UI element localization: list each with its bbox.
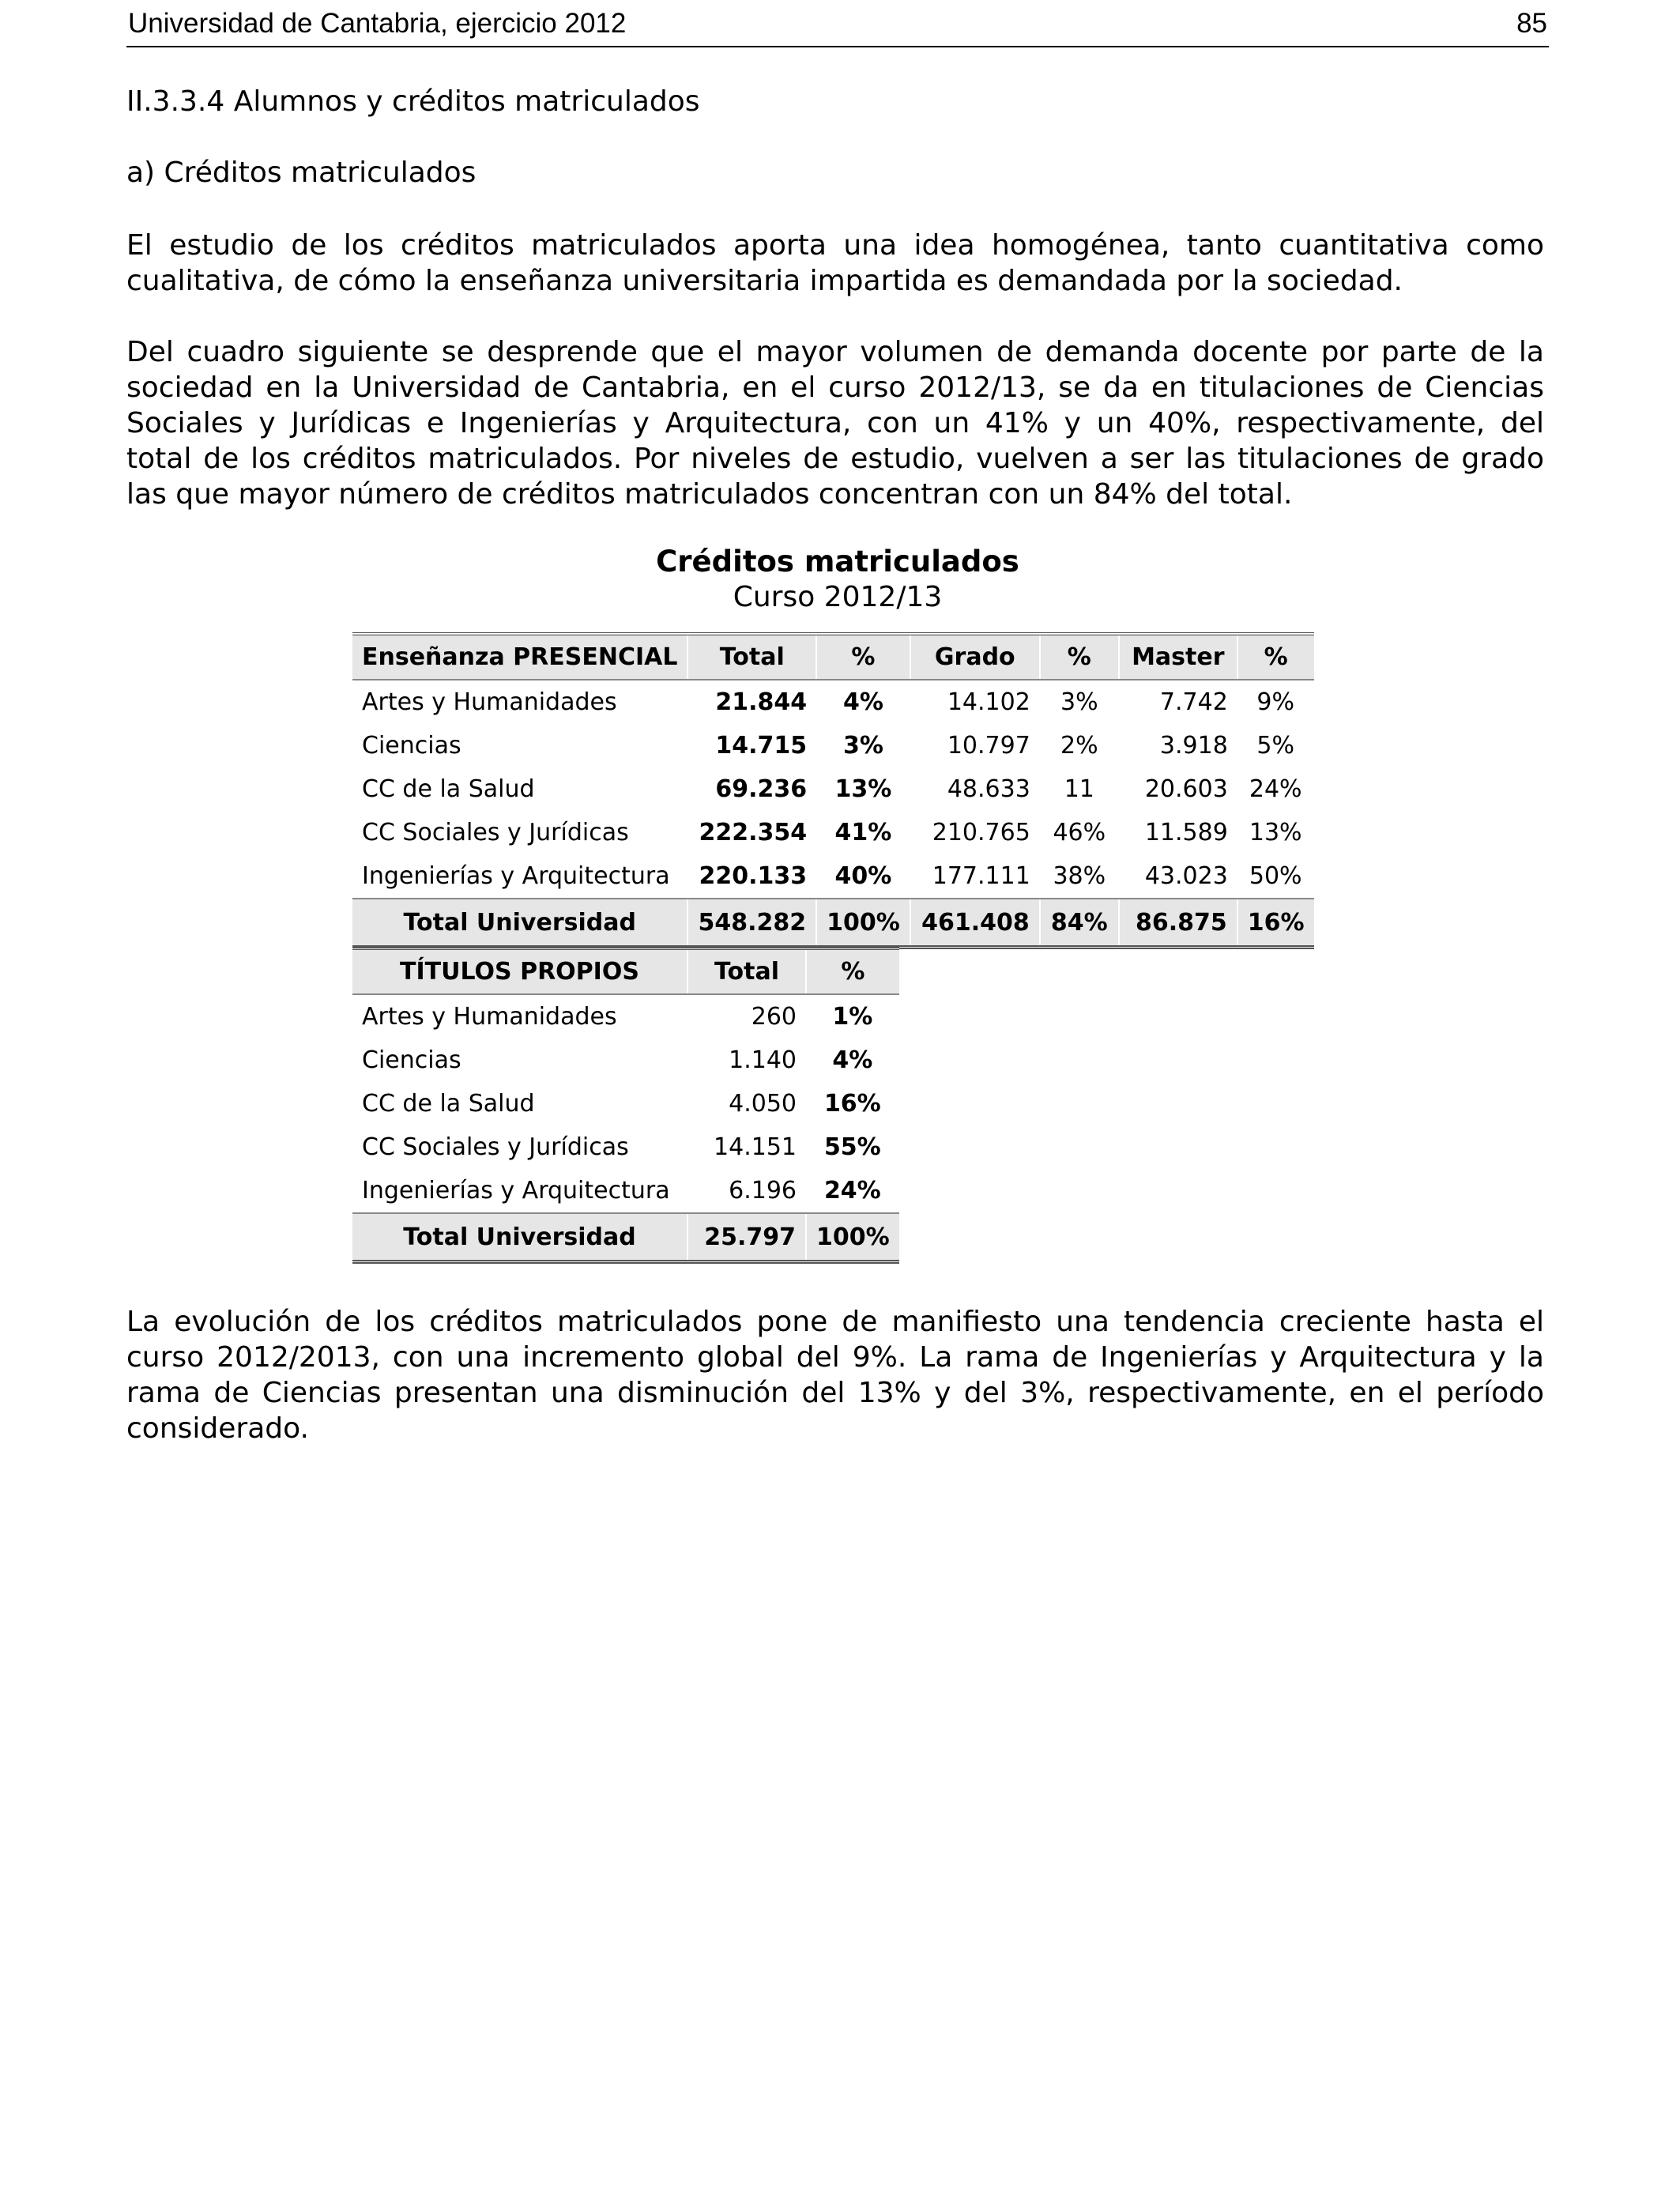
cell-name: Artes y Humanidades — [362, 688, 617, 716]
cell-pct: 13% — [834, 775, 892, 803]
cell-pct: 100% — [816, 899, 910, 948]
table-header-row — [352, 634, 1314, 680]
cell-total: 14.715 — [715, 732, 808, 760]
cell-total: 14.151 — [714, 1133, 797, 1161]
subsection-title: a) Créditos matriculados — [126, 156, 477, 189]
cell-name: Total Universidad — [352, 1213, 687, 1262]
cell-total: 21.844 — [715, 688, 808, 716]
cell-pct: 100% — [806, 1213, 899, 1262]
table-row — [352, 724, 1314, 767]
cell-master-pct: 50% — [1249, 862, 1302, 890]
cell-grado: 10.797 — [947, 732, 1030, 760]
page-number: 85 — [1516, 8, 1547, 39]
cell-grado: 177.111 — [932, 862, 1030, 890]
cell-total: 69.236 — [715, 775, 808, 803]
paragraph-line: sociedad en la Universidad de Cantabria, en el curso 2012/13, se da en titulaciones de Ciencias — [126, 371, 1544, 404]
column-header: % — [1237, 634, 1314, 680]
table-row — [352, 854, 1314, 899]
table-row — [352, 994, 899, 1039]
table-row — [352, 1039, 899, 1082]
column-header: Total — [687, 948, 806, 994]
cell-name: CC Sociales y Jurídicas — [362, 1133, 629, 1161]
cell-grado-pct: 46% — [1053, 819, 1106, 846]
cell-total: 6.196 — [729, 1177, 797, 1204]
cell-master: 7.742 — [1159, 688, 1228, 716]
paragraph-line: curso 2012/2013, con una incremento global del 9%. La rama de Ingenierías y Arquitectura y la — [126, 1341, 1544, 1374]
paragraph-line: las que mayor número de créditos matriculados concentran con un 84% del total. — [126, 478, 1293, 511]
cell-name: CC de la Salud — [362, 1090, 535, 1118]
total-row — [352, 1213, 899, 1262]
column-header: Master — [1119, 634, 1237, 680]
table-row — [352, 1082, 899, 1125]
cell-master: 3.918 — [1159, 732, 1228, 760]
paragraph-2 — [126, 334, 1544, 512]
propios-table — [352, 947, 899, 1264]
paragraph-line: Del cuadro siguiente se desprende que el mayor volumen de demanda docente por parte de la — [126, 336, 1544, 368]
cell-pct: 1% — [832, 1003, 873, 1031]
cell-grado: 14.102 — [947, 688, 1030, 716]
presencial-table — [352, 632, 1314, 949]
cell-total: 220.133 — [699, 862, 808, 890]
paragraph-line: El estudio de los créditos matriculados aporta una idea homogénea, tanto cuantitativa como — [126, 229, 1544, 262]
cell-name: Ingenierías y Arquitectura — [362, 1177, 670, 1204]
table-title-block — [126, 544, 1549, 615]
cell-master: 43.023 — [1144, 862, 1228, 890]
cell-grado-pct: 2% — [1060, 732, 1098, 760]
cell-total: 4.050 — [729, 1090, 797, 1118]
cell-pct: 24% — [823, 1177, 881, 1204]
cell-master-pct: 13% — [1249, 819, 1302, 846]
cell-master-pct: 16% — [1237, 899, 1314, 948]
cell-grado: 461.408 — [910, 899, 1040, 948]
cell-master-pct: 5% — [1256, 732, 1294, 760]
paragraph-1 — [126, 228, 1544, 299]
cell-pct: 40% — [834, 862, 892, 890]
paragraph-line: considerado. — [126, 1412, 309, 1445]
cell-total: 260 — [751, 1003, 797, 1031]
cell-grado: 48.633 — [947, 775, 1030, 803]
column-header: TÍTULOS PROPIOS — [352, 948, 687, 994]
paragraph-line: Sociales y Jurídicas e Ingenierías y Arquitectura, con un 41% y un 40%, respectivamente, del — [126, 407, 1544, 439]
cell-grado: 210.765 — [932, 819, 1030, 846]
cell-grado-pct: 84% — [1040, 899, 1119, 948]
column-header: Total — [687, 634, 816, 680]
cell-name: Ciencias — [362, 1046, 461, 1074]
cell-name: CC Sociales y Jurídicas — [362, 819, 629, 846]
column-header: Enseñanza PRESENCIAL — [352, 634, 687, 680]
table-row — [352, 1169, 899, 1213]
cell-pct: 16% — [823, 1090, 881, 1118]
column-header: % — [1040, 634, 1119, 680]
section-title: II.3.3.4 Alumnos y créditos matriculados — [126, 85, 700, 118]
cell-pct: 41% — [834, 819, 892, 846]
column-header: % — [806, 948, 899, 994]
cell-master-pct: 24% — [1249, 775, 1302, 803]
cell-master-pct: 9% — [1256, 688, 1294, 716]
cell-total: 548.282 — [687, 899, 816, 948]
table-row — [352, 811, 1314, 854]
cell-pct: 4% — [842, 688, 883, 716]
cell-pct: 4% — [832, 1046, 873, 1074]
table-row — [352, 1125, 899, 1169]
cell-name: Artes y Humanidades — [362, 1003, 617, 1031]
cell-master: 11.589 — [1144, 819, 1228, 846]
column-header: Grado — [910, 634, 1040, 680]
column-header: % — [816, 634, 910, 680]
total-row — [352, 899, 1314, 948]
table-subtitle: Curso 2012/13 — [733, 581, 943, 613]
paragraph-line: cualitativa, de cómo la enseñanza universitaria impartida es demandada por la sociedad. — [126, 265, 1403, 297]
table-header-row — [352, 948, 899, 994]
paragraph-line: rama de Ciencias presentan una disminución del 13% y del 3%, respectivamente, en el período — [126, 1377, 1544, 1409]
cell-grado-pct: 3% — [1060, 688, 1098, 716]
table-title: Créditos matriculados — [656, 545, 1019, 579]
paragraph-line: La evolución de los créditos matriculados pone de manifiesto una tendencia creciente hasta el — [126, 1306, 1544, 1338]
cell-grado-pct: 38% — [1053, 862, 1106, 890]
header-title: Universidad de Cantabria, ejercicio 2012 — [128, 8, 627, 39]
cell-grado-pct: 11 — [1064, 775, 1094, 803]
cell-total: 25.797 — [687, 1213, 806, 1262]
table-row — [352, 767, 1314, 811]
cell-name: Total Universidad — [352, 899, 687, 948]
table-row — [352, 680, 1314, 724]
cell-name: CC de la Salud — [362, 775, 535, 803]
cell-total: 222.354 — [699, 819, 808, 846]
cell-name: Ingenierías y Arquitectura — [362, 862, 670, 890]
paragraph-3 — [126, 1304, 1544, 1446]
cell-pct: 55% — [823, 1133, 881, 1161]
cell-master: 86.875 — [1119, 899, 1237, 948]
paragraph-line: total de los créditos matriculados. Por niveles de estudio, vuelven a ser las titulaciones de grado — [126, 443, 1544, 475]
cell-total: 1.140 — [729, 1046, 797, 1074]
cell-name: Ciencias — [362, 732, 461, 760]
running-header — [126, 8, 1549, 47]
cell-pct: 3% — [842, 732, 883, 760]
cell-master: 20.603 — [1144, 775, 1228, 803]
